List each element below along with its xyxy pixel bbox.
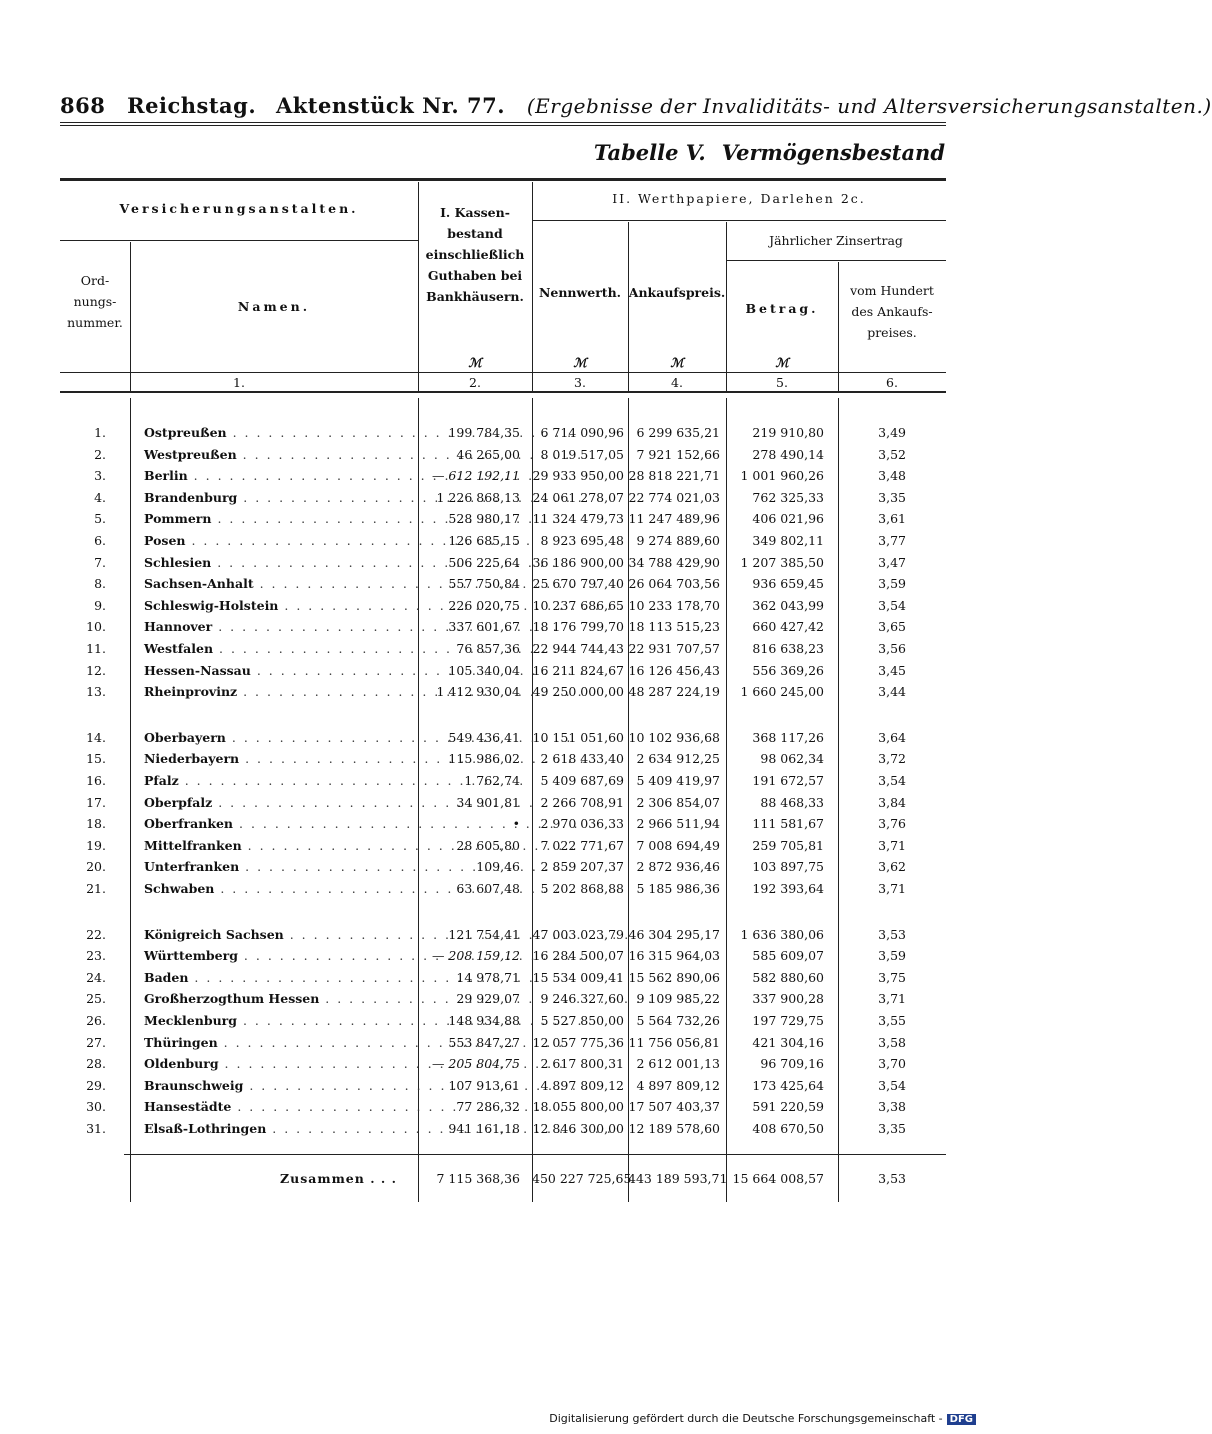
row-ankaufspreis: 26 064 703,56: [628, 576, 720, 592]
row-ankaufspreis: 11 247 489,96: [628, 511, 720, 527]
row-name: Oberpfalz . . .: [144, 792, 424, 813]
table-row: [60, 508, 946, 529]
row-betrag: 111 581,67: [752, 816, 824, 832]
total-rule: [124, 1154, 946, 1155]
table-row: [60, 638, 946, 659]
row-name: Königreich Sachsen . . .: [144, 924, 424, 945]
row-ankaufspreis: 15 562 890,06: [628, 969, 720, 985]
total-label: Zusammen . . .: [280, 1171, 397, 1186]
row-kassenbestand: 34 901,81: [456, 794, 520, 810]
row-kassenbestand: 553 847,27: [448, 1034, 520, 1050]
row-nennwerth: 7 022 771,67: [540, 837, 624, 853]
row-nennwerth: 5 527 850,00: [540, 1013, 624, 1028]
table-row: [60, 924, 946, 945]
table-row: [60, 727, 946, 748]
row-nennwerth: 18 176 799,70: [532, 619, 624, 635]
row-nennwerth: 10 237 686,65: [532, 597, 624, 613]
total-prozent: 3,53: [878, 1171, 906, 1186]
header-betrag: Betrag.: [745, 301, 819, 316]
row-kassenbestand: — 205 804,75: [431, 1056, 520, 1072]
thead-vline: [418, 182, 419, 392]
thead-rule: [726, 260, 946, 261]
row-number: 27.: [86, 1034, 106, 1050]
row-nennwerth: 8 923 695,48: [540, 533, 624, 548]
row-kassenbestand: 28 605,80: [456, 837, 520, 853]
row-ankaufspreis: 5 185 986,36: [636, 881, 720, 896]
row-nennwerth: 12 057 775,36: [532, 1034, 624, 1050]
row-number: 11.: [86, 641, 106, 656]
row-number: 18.: [86, 816, 106, 832]
row-prozent: 3,77: [878, 533, 906, 548]
table-row: [60, 1053, 946, 1074]
table-row: [60, 748, 946, 769]
table-row: [60, 856, 946, 877]
row-nennwerth: 5 409 687,69: [540, 773, 624, 788]
table-row: [60, 573, 946, 594]
row-name: Mecklenburg . . .: [144, 1010, 424, 1031]
table-row: [60, 945, 946, 966]
row-ankaufspreis: 12 189 578,60: [628, 1121, 720, 1136]
row-name: Schleswig-Holstein . . .: [144, 595, 424, 616]
row-kassenbestand: 14 978,71: [456, 969, 520, 985]
row-ankaufspreis: 11 756 056,81: [628, 1034, 720, 1050]
header-aktenstueck: Aktenstück Nr. 77.: [275, 93, 506, 118]
row-name: Baden . . .: [144, 967, 424, 988]
table-row: [60, 552, 946, 573]
table-row: [60, 988, 946, 1009]
header-werthpapiere: II. Werthpapiere, Darlehen 2c.: [612, 191, 866, 206]
row-name: Westpreußen . . .: [144, 444, 424, 465]
row-nennwerth: 2 617 800,31: [540, 1056, 624, 1072]
row-number: 29.: [86, 1077, 106, 1093]
row-number: 8.: [94, 576, 106, 592]
row-nennwerth: 5 202 868,88: [540, 881, 624, 896]
row-name: Rheinprovinz . . .: [144, 681, 424, 702]
page-number: 868: [60, 93, 106, 118]
row-prozent: 3,35: [878, 1121, 906, 1136]
row-nennwerth: 4 897 809,12: [540, 1077, 624, 1093]
header-subtitle: (Ergebnisse der Invaliditäts- und Altersversicherungsanstalten.): [526, 94, 1212, 118]
row-betrag: 259 705,81: [752, 837, 824, 853]
row-number: 3.: [94, 468, 106, 484]
footer-text: Digitalisierung gefördert durch die Deutsche Forschungsgemeinschaft -: [549, 1412, 943, 1425]
header-reichstag: Reichstag.: [127, 93, 257, 118]
row-prozent: 3,45: [878, 662, 906, 678]
row-betrag: 816 638,23: [752, 641, 824, 656]
table-row: [60, 770, 946, 791]
table-header: [60, 178, 946, 392]
total-ankaufspreis: 443 189 593,71: [628, 1171, 728, 1186]
row-name: Elsaß-Lothringen . . .: [144, 1118, 424, 1139]
row-betrag: 408 670,50: [752, 1121, 824, 1136]
row-kassenbestand: 528 980,17: [448, 511, 520, 527]
header-namen: Namen.: [237, 299, 311, 314]
row-nennwerth: 2 859 207,37: [540, 859, 624, 875]
row-ankaufspreis: 22 931 707,57: [628, 641, 720, 656]
unit-label: ℳ: [670, 355, 684, 370]
row-kassenbestand: 549 436,41: [448, 729, 520, 745]
row-prozent: 3,65: [878, 619, 906, 635]
row-nennwerth: 15 534 009,41: [532, 969, 624, 985]
thead-rule: [60, 240, 418, 241]
row-number: 28.: [86, 1056, 106, 1072]
row-betrag: 1 636 380,06: [740, 926, 824, 942]
header-versicherungsanstalten: Versicherungsanstalten.: [119, 201, 359, 216]
row-ankaufspreis: 2 872 936,46: [636, 859, 720, 875]
table-row: [60, 1032, 946, 1053]
row-prozent: 3,47: [878, 554, 906, 570]
row-betrag: 406 021,96: [752, 511, 824, 527]
row-prozent: 3,71: [878, 991, 906, 1007]
row-prozent: 3,84: [878, 794, 906, 810]
column-number: 6.: [886, 375, 898, 390]
row-ankaufspreis: 48 287 224,19: [628, 684, 720, 700]
row-prozent: 3,48: [878, 468, 906, 484]
row-betrag: 349 802,11: [752, 533, 824, 548]
row-kassenbestand: 199 784,35: [448, 425, 520, 440]
row-kassenbestand: 941 161,18: [448, 1121, 520, 1136]
row-name: Westfalen . . .: [144, 638, 424, 659]
row-betrag: 337 900,28: [752, 991, 824, 1007]
header-ordnungsnummer: Ord-nungs-nummer.: [67, 273, 123, 330]
row-number: 20.: [86, 859, 106, 875]
row-kassenbestand: 1 412 930,04: [436, 684, 520, 700]
row-betrag: 173 425,64: [752, 1077, 824, 1093]
row-number: 31.: [86, 1121, 106, 1136]
row-ankaufspreis: 28 818 221,71: [628, 468, 720, 484]
row-kassenbestand: 115 986,02: [448, 751, 520, 767]
header-zinsertrag: Jährlicher Zinsertrag: [769, 233, 903, 248]
row-ankaufspreis: 2 612 001,13: [636, 1056, 720, 1072]
row-number: 22.: [86, 926, 106, 942]
row-prozent: 3,54: [878, 597, 906, 613]
row-name: Großherzogthum Hessen . . .: [144, 988, 424, 1009]
row-prozent: 3,35: [878, 489, 906, 505]
row-ankaufspreis: 34 788 429,90: [628, 554, 720, 570]
row-name: Hessen-Nassau . . .: [144, 660, 424, 681]
row-number: 24.: [86, 969, 106, 985]
dfg-logo: DFG: [947, 1414, 976, 1425]
row-number: 10.: [86, 619, 106, 635]
row-ankaufspreis: 7 008 694,49: [636, 837, 720, 853]
row-name: Braunschweig . . .: [144, 1075, 424, 1096]
row-betrag: 556 369,26: [752, 662, 824, 678]
row-ankaufspreis: 22 774 021,03: [628, 489, 720, 505]
table-row: [60, 530, 946, 551]
row-ankaufspreis: 4 897 809,12: [636, 1077, 720, 1093]
row-ankaufspreis: 16 315 964,03: [628, 948, 720, 964]
row-name: Brandenburg . . .: [144, 487, 424, 508]
row-ankaufspreis: 46 304 295,17: [628, 926, 720, 942]
row-ankaufspreis: 18 113 515,23: [628, 619, 720, 635]
row-prozent: 3,70: [878, 1056, 906, 1072]
row-betrag: 278 490,14: [752, 446, 824, 462]
thead-rule: [532, 220, 946, 221]
row-ankaufspreis: 16 126 456,43: [628, 662, 720, 678]
row-name: Ostpreußen . . .: [144, 422, 424, 443]
row-kassenbestand: 63 607,48: [456, 881, 520, 896]
row-kassenbestand: 126 685,15: [448, 533, 520, 548]
column-number: 1.: [233, 375, 245, 390]
row-ankaufspreis: 17 507 403,37: [628, 1099, 720, 1115]
row-number: 9.: [94, 597, 106, 613]
row-prozent: 3,64: [878, 729, 906, 745]
row-kassenbestand: 46 265,00: [456, 446, 520, 462]
row-nennwerth: 16 284 500,07: [532, 948, 624, 964]
row-betrag: 191 672,57: [752, 773, 824, 788]
row-name: Posen . . .: [144, 530, 424, 551]
row-kassenbestand: 506 225,64: [448, 554, 520, 570]
row-nennwerth: 16 211 824,67: [532, 662, 624, 678]
row-nennwerth: 2 266 708,91: [540, 794, 624, 810]
row-ankaufspreis: 2 966 511,94: [636, 816, 720, 832]
total-nennwerth: 450 227 725,65: [532, 1171, 632, 1186]
row-nennwerth: 2 970 036,33: [540, 816, 624, 832]
row-number: 15.: [86, 751, 106, 767]
row-nennwerth: 36 186 900,00: [532, 554, 624, 570]
row-name: Thüringen . . .: [144, 1032, 424, 1053]
unit-label: ℳ: [573, 355, 587, 370]
column-number: 4.: [671, 375, 683, 390]
row-betrag: 421 304,16: [752, 1034, 824, 1050]
row-name: Niederbayern . . .: [144, 748, 424, 769]
row-ankaufspreis: 9 109 985,22: [636, 991, 720, 1007]
row-prozent: 3,49: [878, 425, 906, 440]
table-row: [60, 813, 946, 834]
row-ankaufspreis: 5 564 732,26: [636, 1013, 720, 1028]
row-number: 25.: [86, 991, 106, 1007]
row-betrag: 96 709,16: [760, 1056, 824, 1072]
row-name: Schwaben . . .: [144, 878, 424, 899]
header-vom-hundert: vom Hundert des Ankaufs-preises.: [850, 283, 934, 340]
row-kassenbestand: 121 754,41: [448, 926, 520, 942]
row-ankaufspreis: 9 274 889,60: [636, 533, 720, 548]
header-kassenbestand: I. Kassen-bestand einschließlich Guthaben bei Bankhäusern.: [425, 205, 525, 304]
row-ankaufspreis: 5 409 419,97: [636, 773, 720, 788]
row-number: 2.: [94, 446, 106, 462]
header-rule: [60, 122, 946, 123]
table-row: [60, 465, 946, 486]
row-nennwerth: 11 324 479,73: [532, 511, 624, 527]
row-prozent: 3,54: [878, 773, 906, 788]
unit-label: ℳ: [775, 355, 789, 370]
row-betrag: 368 117,26: [752, 729, 824, 745]
row-kassenbestand: 109,46: [476, 859, 520, 875]
row-kassenbestand: — 612 192,11: [431, 468, 520, 484]
row-betrag: 1 001 960,26: [740, 468, 824, 484]
row-ankaufspreis: 10 233 178,70: [628, 597, 720, 613]
row-kassenbestand: 29 929,07: [456, 991, 520, 1007]
header-ankaufspreis: Ankaufspreis.: [628, 285, 726, 300]
row-kassenbestand: 1 226 868,13: [436, 489, 520, 505]
row-betrag: 585 609,07: [752, 948, 824, 964]
row-nennwerth: 2 618 433,40: [540, 751, 624, 767]
row-name: Mittelfranken . . .: [144, 835, 424, 856]
table-name: Vermögensbestand: [721, 140, 945, 165]
row-prozent: 3,61: [878, 511, 906, 527]
table-row: [60, 1010, 946, 1031]
row-number: 13.: [86, 684, 106, 700]
row-prozent: 3,55: [878, 1013, 906, 1028]
table-row: [60, 595, 946, 616]
row-name: Hansestädte . . .: [144, 1096, 424, 1117]
table-body: [60, 392, 946, 1202]
header-rule-2: [60, 125, 946, 126]
row-prozent: 3,56: [878, 641, 906, 656]
row-number: 6.: [94, 533, 106, 548]
row-betrag: 591 220,59: [752, 1099, 824, 1115]
row-prozent: 3,75: [878, 969, 906, 985]
row-number: 16.: [86, 773, 106, 788]
row-prozent: 3,76: [878, 816, 906, 832]
table-row: [60, 444, 946, 465]
row-number: 21.: [86, 881, 106, 896]
row-betrag: 103 897,75: [752, 859, 824, 875]
row-kassenbestand: 557 750,84: [448, 576, 520, 592]
row-nennwerth: 9 246 327,60: [540, 991, 624, 1007]
table-row: [60, 792, 946, 813]
row-betrag: 98 062,34: [760, 751, 824, 767]
row-nennwerth: 25 670 797,40: [532, 576, 624, 592]
row-nennwerth: 49 250 000,00: [532, 684, 624, 700]
row-kassenbestand: 337 601,67: [448, 619, 520, 635]
row-nennwerth: 12 846 300,00: [532, 1121, 624, 1136]
table-title: [578, 140, 945, 165]
table-row: [60, 422, 946, 443]
row-prozent: 3,62: [878, 859, 906, 875]
row-prozent: 3,53: [878, 926, 906, 942]
row-betrag: 197 729,75: [752, 1013, 824, 1028]
row-prozent: 3,71: [878, 881, 906, 896]
table-row: [60, 1075, 946, 1096]
row-ankaufspreis: 2 634 912,25: [636, 751, 720, 767]
table-row: [60, 487, 946, 508]
row-betrag: 1 660 245,00: [740, 684, 824, 700]
row-kassenbestand: 76 857,36: [456, 641, 520, 656]
table-row: [60, 967, 946, 988]
row-nennwerth: 8 019 517,05: [540, 446, 624, 462]
footer-credit: [549, 1412, 976, 1425]
table-row: [60, 1096, 946, 1117]
row-number: 7.: [94, 554, 106, 570]
row-number: 14.: [86, 729, 106, 745]
row-name: Oberbayern . . .: [144, 727, 424, 748]
thead-vline: [130, 242, 131, 392]
row-number: 12.: [86, 662, 106, 678]
row-name: Oldenburg . . .: [144, 1053, 424, 1074]
row-name: Württemberg . . .: [144, 945, 424, 966]
row-betrag: 219 910,80: [752, 425, 824, 440]
row-prozent: 3,54: [878, 1077, 906, 1093]
row-number: 19.: [86, 837, 106, 853]
total-kasse: 7 115 368,36: [436, 1171, 520, 1186]
row-kassenbestand: 226 020,75: [448, 597, 520, 613]
row-betrag: 660 427,42: [752, 619, 824, 635]
thead-top-rule: [60, 178, 946, 181]
row-prozent: 3,59: [878, 948, 906, 964]
row-kassenbestand: 1 762,74: [464, 773, 520, 788]
page-header: [60, 93, 1212, 118]
row-ankaufspreis: 7 921 152,66: [636, 446, 720, 462]
row-number: 30.: [86, 1099, 106, 1115]
table-row: [60, 1118, 946, 1139]
row-nennwerth: 24 061 278,07: [532, 489, 624, 505]
table-row: [60, 660, 946, 681]
row-number: 1.: [94, 425, 106, 440]
row-betrag: 192 393,64: [752, 881, 824, 896]
row-kassenbestand: 77 286,32: [456, 1099, 520, 1115]
row-number: 5.: [94, 511, 106, 527]
row-nennwerth: 6 714 090,96: [540, 425, 624, 440]
row-name: Hannover . . .: [144, 616, 424, 637]
row-prozent: 3,52: [878, 446, 906, 462]
row-kassenbestand: — 208 159,12: [431, 948, 520, 964]
row-prozent: 3,38: [878, 1099, 906, 1115]
row-prozent: 3,72: [878, 751, 906, 767]
row-name: Oberfranken . . .: [144, 813, 424, 834]
row-number: 23.: [86, 948, 106, 964]
row-betrag: 362 043,99: [752, 597, 824, 613]
row-ankaufspreis: 2 306 854,07: [636, 794, 720, 810]
total-row: [60, 1168, 946, 1189]
row-name: Sachsen-Anhalt . . .: [144, 573, 424, 594]
row-betrag: 762 325,33: [752, 489, 824, 505]
column-number: 5.: [776, 375, 788, 390]
table-row: [60, 616, 946, 637]
row-number: 26.: [86, 1013, 106, 1028]
table-label: Tabelle V.: [593, 140, 706, 165]
row-betrag: 582 880,60: [752, 969, 824, 985]
row-ankaufspreis: 6 299 635,21: [636, 425, 720, 440]
row-kassenbestand: 148 934,88: [448, 1013, 520, 1028]
row-prozent: 3,59: [878, 576, 906, 592]
row-name: Schlesien . . .: [144, 552, 424, 573]
column-number: 3.: [574, 375, 586, 390]
header-nennwerth: Nennwerth.: [538, 285, 622, 300]
row-name: Pfalz . . .: [144, 770, 424, 791]
row-betrag: 1 207 385,50: [740, 554, 824, 570]
table-row: [60, 878, 946, 899]
row-name: Berlin . . .: [144, 465, 424, 486]
row-nennwerth: 10 151 051,60: [532, 729, 624, 745]
row-kassenbestand: 107 913,61: [448, 1077, 520, 1093]
row-nennwerth: 18 055 800,00: [532, 1099, 624, 1115]
row-nennwerth: 29 933 950,00: [532, 468, 624, 484]
table-row: [60, 835, 946, 856]
table-row: [60, 681, 946, 702]
unit-label: ℳ: [468, 355, 482, 370]
column-number: 2.: [469, 375, 481, 390]
total-betrag: 15 664 008,57: [732, 1171, 824, 1186]
row-kassenbestand: •: [512, 816, 520, 832]
row-nennwerth: 47 003 023,79: [532, 926, 624, 942]
row-betrag: 936 659,45: [752, 576, 824, 592]
row-betrag: 88 468,33: [760, 794, 824, 810]
row-prozent: 3,44: [878, 684, 906, 700]
row-ankaufspreis: 10 102 936,68: [628, 729, 720, 745]
row-number: 4.: [94, 489, 106, 505]
row-name: Pommern . . .: [144, 508, 424, 529]
row-name: Unterfranken . . .: [144, 856, 424, 877]
row-prozent: 3,71: [878, 837, 906, 853]
row-kassenbestand: 105 340,04: [448, 662, 520, 678]
row-prozent: 3,58: [878, 1034, 906, 1050]
row-number: 17.: [86, 794, 106, 810]
row-nennwerth: 22 944 744,43: [532, 641, 624, 656]
